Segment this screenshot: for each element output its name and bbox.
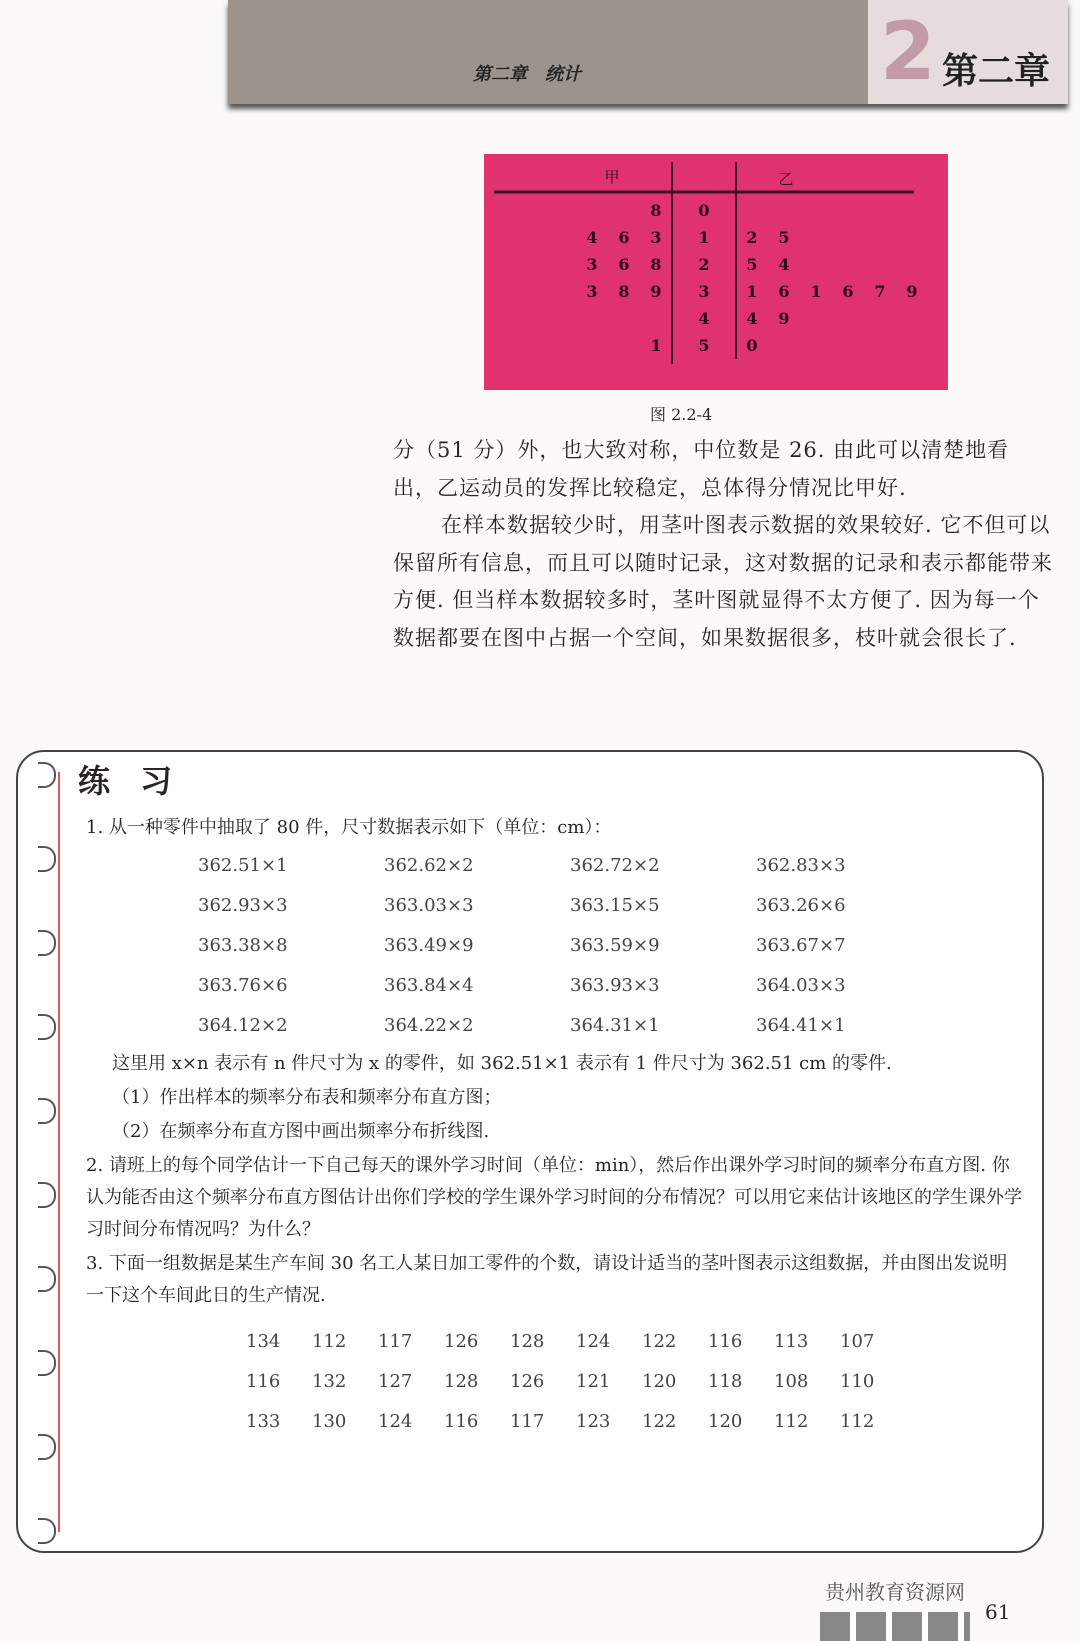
exercise-box [16,750,1044,1553]
q3-data-grid [246,1322,1022,1442]
stem: 5 [698,336,710,355]
data-value: 134 [246,1331,281,1352]
question-2: 2. 请班上的每个同学估计一下自己每天的课外学习时间（单位：min），然后作出课外学习时间的频率分布直方图. 你认为能否由这个频率分布直方图估计出你们学校的学生课外学习时间的分布情况？可以用它来估计该地区的学生课外学习时间分布情况吗？为什么？ [86,1155,1022,1240]
data-value: 107 [840,1331,875,1352]
data-value: 120 [708,1411,743,1432]
leaf-left: 3 [586,282,598,301]
data-value: 363.76×6 [198,975,288,996]
paragraph: 在样本数据较少时，用茎叶图表示数据的效果较好. 它不但可以保留所有信息，而且可以随时记录，这对数据的记录和表示都能带来方便. 但当样本数据较多时，茎叶图就显得不太方便了. 因为每一个数据都要在图中占据一个空间，如果数据很多，枝叶就会很长了. [393,513,1053,650]
leaf-right: 7 [874,282,886,301]
binder-ring [38,1266,56,1292]
data-value: 363.38×8 [198,935,288,956]
exercise-title: 练习 [78,762,203,800]
watermark: 贵州教育资源网 [825,1580,965,1604]
leaf-right: 6 [842,282,854,301]
data-value: 116 [444,1411,479,1432]
data-value: 126 [510,1371,545,1392]
data-value: 126 [444,1331,479,1352]
leaf-right: 2 [746,228,758,247]
q1-part-a: （1）作出样本的频率分布表和频率分布直方图； [112,1087,502,1108]
chapter-number: 2 [880,5,936,98]
data-value: 112 [312,1331,347,1352]
data-value: 108 [774,1371,809,1392]
data-value: 124 [378,1411,413,1432]
data-value: 118 [708,1371,743,1392]
page-number: 61 [985,1600,1011,1624]
q1-part-b: （2）在频率分布直方图中画出频率分布折线图. [112,1121,490,1142]
data-value: 363.84×4 [384,975,474,996]
leaf-right: 0 [746,336,758,355]
leaf-right: 1 [746,282,758,301]
leaf-left: 8 [650,201,662,220]
stem-leaf-chart [484,154,948,390]
binder-ring [38,762,56,788]
data-value: 363.26×6 [756,895,846,916]
binder-ring [38,930,56,956]
data-value: 133 [246,1411,281,1432]
data-value: 113 [774,1331,809,1352]
data-value: 117 [510,1411,545,1432]
leaf-right: 6 [778,282,790,301]
data-value: 122 [642,1411,677,1432]
data-value: 364.22×2 [384,1015,474,1036]
stem: 0 [698,201,710,220]
data-value: 110 [840,1371,875,1392]
chapter-title: 第二章 [941,51,1050,92]
leaf-right: 4 [746,309,758,328]
data-value: 364.41×1 [756,1015,846,1036]
q1-note: 这里用 x×n 表示有 n 件尺寸为 x 的零件，如 362.51×1 表示有 1 件尺寸为 362.51 cm 的零件. [112,1053,892,1074]
body-text [393,432,1053,657]
leaf-right: 9 [906,282,918,301]
binder-ring [38,1014,56,1040]
data-value: 362.83×3 [756,855,846,876]
data-value: 122 [642,1331,677,1352]
left-label: 甲 [604,168,620,186]
leaf-left: 8 [618,282,630,301]
data-value: 123 [576,1411,611,1432]
data-value: 363.59×9 [570,935,660,956]
leaf-left: 4 [586,228,598,247]
data-value: 121 [576,1371,611,1392]
stem: 4 [698,309,710,328]
data-value: 363.49×9 [384,935,474,956]
data-value: 120 [642,1371,677,1392]
data-value: 127 [378,1371,413,1392]
binder-ring [38,1350,56,1376]
right-label: 乙 [778,170,794,188]
data-value: 112 [840,1411,875,1432]
data-value: 364.03×3 [756,975,846,996]
leaf-left: 3 [586,255,598,274]
data-value: 128 [444,1371,479,1392]
data-value: 364.12×2 [198,1015,288,1036]
q1-data-grid [198,846,1022,1046]
leaf-left: 8 [650,255,662,274]
data-value: 362.51×1 [198,855,288,876]
data-value: 112 [774,1411,809,1432]
data-value: 117 [378,1331,413,1352]
binder-ring [38,1098,56,1124]
figure-caption: 图 2.2-4 [650,405,713,424]
binder-ring [38,1518,56,1544]
data-value: 116 [708,1331,743,1352]
stem: 3 [698,282,710,301]
data-value: 363.03×3 [384,895,474,916]
leaf-right: 1 [810,282,822,301]
section-title: 第二章 统计 [473,64,581,85]
chapter-header [228,0,1068,104]
binder-ring [38,846,56,872]
question-3: 3. 下面一组数据是某生产车间 30 名工人某日加工零件的个数，请设计适当的茎叶图表示这组数据，并由图出发说明一下这个车间此日的生产情况. [86,1253,1008,1306]
data-value: 363.67×7 [756,935,846,956]
leaf-left: 1 [650,336,662,355]
data-value: 362.62×2 [384,855,474,876]
data-value: 124 [576,1331,611,1352]
data-value: 130 [312,1411,347,1432]
data-value: 362.93×3 [198,895,288,916]
leaf-right: 9 [778,309,790,328]
binder-ring [38,1434,56,1460]
binder-ring [38,1182,56,1208]
data-value: 132 [312,1371,347,1392]
data-value: 116 [246,1371,281,1392]
stem: 1 [698,228,710,247]
question-1: 1. 从一种零件中抽取了 80 件，尺寸数据表示如下（单位：cm）： [86,817,612,838]
data-value: 128 [510,1331,545,1352]
decorative-bars [820,1612,970,1641]
leaf-left: 9 [650,282,662,301]
leaf-right: 5 [746,255,758,274]
data-value: 364.31×1 [570,1015,660,1036]
leaf-right: 4 [778,255,790,274]
stem-leaf-svg [484,154,948,390]
leaf-left: 6 [618,228,630,247]
stem: 2 [698,255,710,274]
data-value: 363.15×5 [570,895,660,916]
data-value: 363.93×3 [570,975,660,996]
paragraph: 分（51 分）外，也大致对称，中位数是 26. 由此可以清楚地看出，乙运动员的发挥比较稳定，总体得分情况比甲好. [393,438,1010,500]
leaf-left: 3 [650,228,662,247]
leaf-right: 5 [778,228,790,247]
data-value: 362.72×2 [570,855,660,876]
leaf-left: 6 [618,255,630,274]
